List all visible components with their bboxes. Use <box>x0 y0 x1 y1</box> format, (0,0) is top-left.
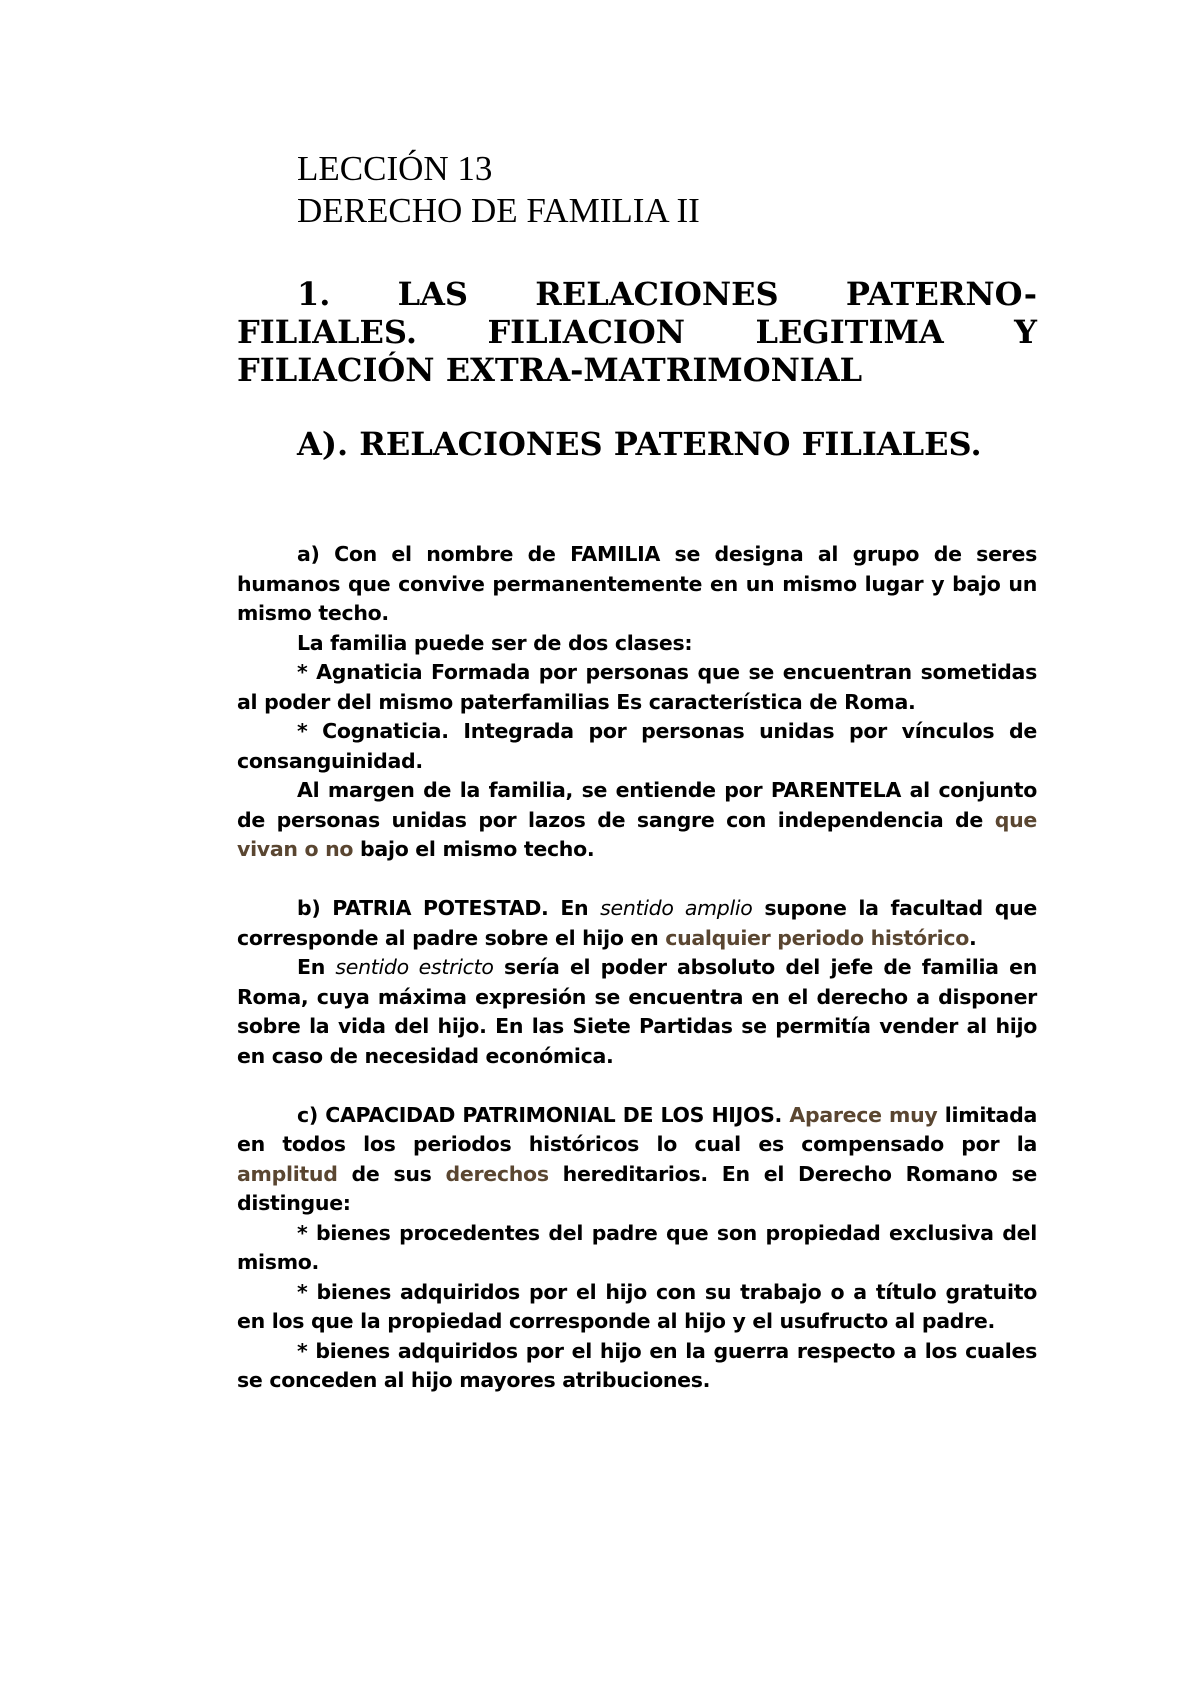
italic-term: sentido amplio <box>600 896 753 920</box>
paragraph-a-cognaticia: * Cognaticia. Integrada por personas unidas por vínculos de consanguinidad. <box>237 719 1037 773</box>
paragraph-a-parentela: Al margen de la familia, se entiende por PARENTELA al conjunto de personas unidas por lazos de sangre con independencia de que vivan o no bajo el mismo techo. <box>237 778 1037 861</box>
lesson-title <box>297 148 700 232</box>
paragraph-b-sentido-estricto: En sentido estricto sería el poder absoluto del jefe de familia en Roma, cuya máxima expresión se encuentra en el derecho a disponer sobre la vida del hijo. En las Siete Partidas se permitía vender al hijo en caso de necesidad económica. <box>237 955 1037 1068</box>
lesson-number: LECCIÓN 13 <box>297 149 493 188</box>
paragraph-a-family-classes: La familia puede ser de dos clases: <box>297 630 693 655</box>
section-1-heading: 1. LAS RELACIONES PATERNO-FILIALES. FILIACION LEGITIMA Y FILIACIÓN EXTRA-MATRIMONIAL <box>237 275 1037 389</box>
paragraph-c-bienes-trabajo: * bienes adquiridos por el hijo con su trabajo o a título gratuito en los que la propiedad corresponde al hijo y el usufructo al padre. <box>237 1279 1037 1333</box>
document-body <box>237 540 1037 1396</box>
paragraph-c-bienes-padre: * bienes procedentes del padre que son propiedad exclusiva del mismo. <box>237 1220 1037 1274</box>
paragraph-c-bienes-guerra: * bienes adquiridos por el hijo en la guerra respecto a los cuales se conceden al hijo mayores atribuciones. <box>237 1338 1037 1392</box>
paragraph-c-capacidad-patrimonial: c) CAPACIDAD PATRIMONIAL DE LOS HIJOS. Aparece muy limitada en todos los periodos históricos lo cual es compensado por la amplitud de sus derechos hereditarios. En el Derecho Romano se distingue: <box>237 1102 1037 1215</box>
subsection-a-heading: A). RELACIONES PATERNO FILIALES. <box>297 425 982 463</box>
highlighted-text: Aparece muy <box>789 1102 938 1127</box>
highlighted-text: cualquier periodo histórico <box>665 925 969 950</box>
paragraph-b-patria-potestad: b) PATRIA POTESTAD. En sentido amplio supone la facultad que corresponde al padre sobre el hijo en cualquier periodo histórico. <box>237 896 1037 950</box>
highlighted-text: derechos <box>445 1161 549 1186</box>
paragraph-a-family-definition: a) Con el nombre de FAMILIA se designa al grupo de seres humanos que convive permanentemente en un mismo lugar y bajo un mismo techo. <box>237 542 1037 625</box>
lesson-subject: DERECHO DE FAMILIA II <box>297 191 700 230</box>
paragraph-a-agnaticia: * Agnaticia Formada por personas que se encuentran sometidas al poder del mismo paterfamilias Es característica de Roma. <box>237 660 1037 714</box>
italic-term: sentido estricto <box>335 955 494 979</box>
highlighted-text: amplitud <box>237 1161 338 1186</box>
highlighted-text: que vivan o no <box>237 807 1037 861</box>
